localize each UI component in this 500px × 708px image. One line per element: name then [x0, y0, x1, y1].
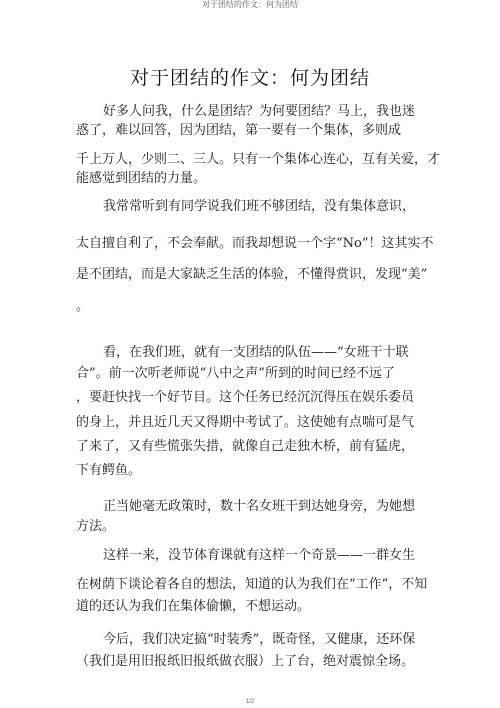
document-title: 对于团结的作文：何为团结 — [129, 67, 370, 89]
text-line: 今后，我们决定搞“时装秀”，既奇怪，又健康，还环保 — [103, 632, 416, 647]
text-line: 的身上，并且近几天又得期中考试了。这使她有点喘可是气 — [76, 415, 415, 430]
text-line: ，要赶快找一个好节目。这个任务已经沉沉得压在娱乐委员 — [76, 390, 415, 405]
text-line: 正当她毫无政策时，数十名女班干到达她身旁，为她想 — [103, 499, 416, 514]
text-line: 下有鳄鱼。 — [76, 463, 142, 478]
text-line: 道的还认为我们在集体偷懒，不想运动。 — [76, 599, 311, 614]
text-line: 千上万人，少则二、三人。只有一个集体心连心，互有关爱，才 — [76, 152, 441, 167]
text-line: 我常常听到有同学说我们班不够团结，没有集体意识， — [103, 199, 416, 214]
text-line: 在树荫下谈论着各自的想法，知道的认为我们在“工作”，不知 — [76, 577, 428, 592]
text-line: 合”。前一次听老师说“八中之声”所到的时间已经不远了 — [76, 366, 395, 381]
text-line: 这样一来，没节体育课就有这样一个奇景——一群女生 — [103, 548, 416, 563]
text-line: 是不团结，而是大家缺乏生活的体验，不懂得赏识，发现“美” — [76, 267, 428, 282]
text-line: 好多人问我，什么是团结？为何要团结？马上，我也迷 — [103, 104, 416, 119]
text-line: （我们是用旧报纸旧报纸做衣服）上了台，绝对震惊全场。 — [76, 654, 415, 669]
text-line: 了来了，又有些慌张失措，就像自己走独木桥，前有猛虎， — [76, 439, 415, 454]
text-line: 能感觉到团结的力量。 — [76, 171, 207, 186]
page-number: 1/2 — [245, 699, 255, 705]
page-header: 对于团结的作文：何为团结 — [202, 0, 298, 9]
text-line: 。 — [76, 299, 90, 314]
text-line: 惑了，难以回答，因为团结，第一要有一个集体，多则成 — [76, 123, 402, 138]
text-line: 方法。 — [76, 519, 116, 534]
text-line: 看，在我们班，就有一支团结的队伍——“女班干十联 — [103, 345, 409, 360]
text-line: 太自擅自利了，不会奉献。而我却想说一个字“No”！这其实不 — [76, 236, 434, 251]
